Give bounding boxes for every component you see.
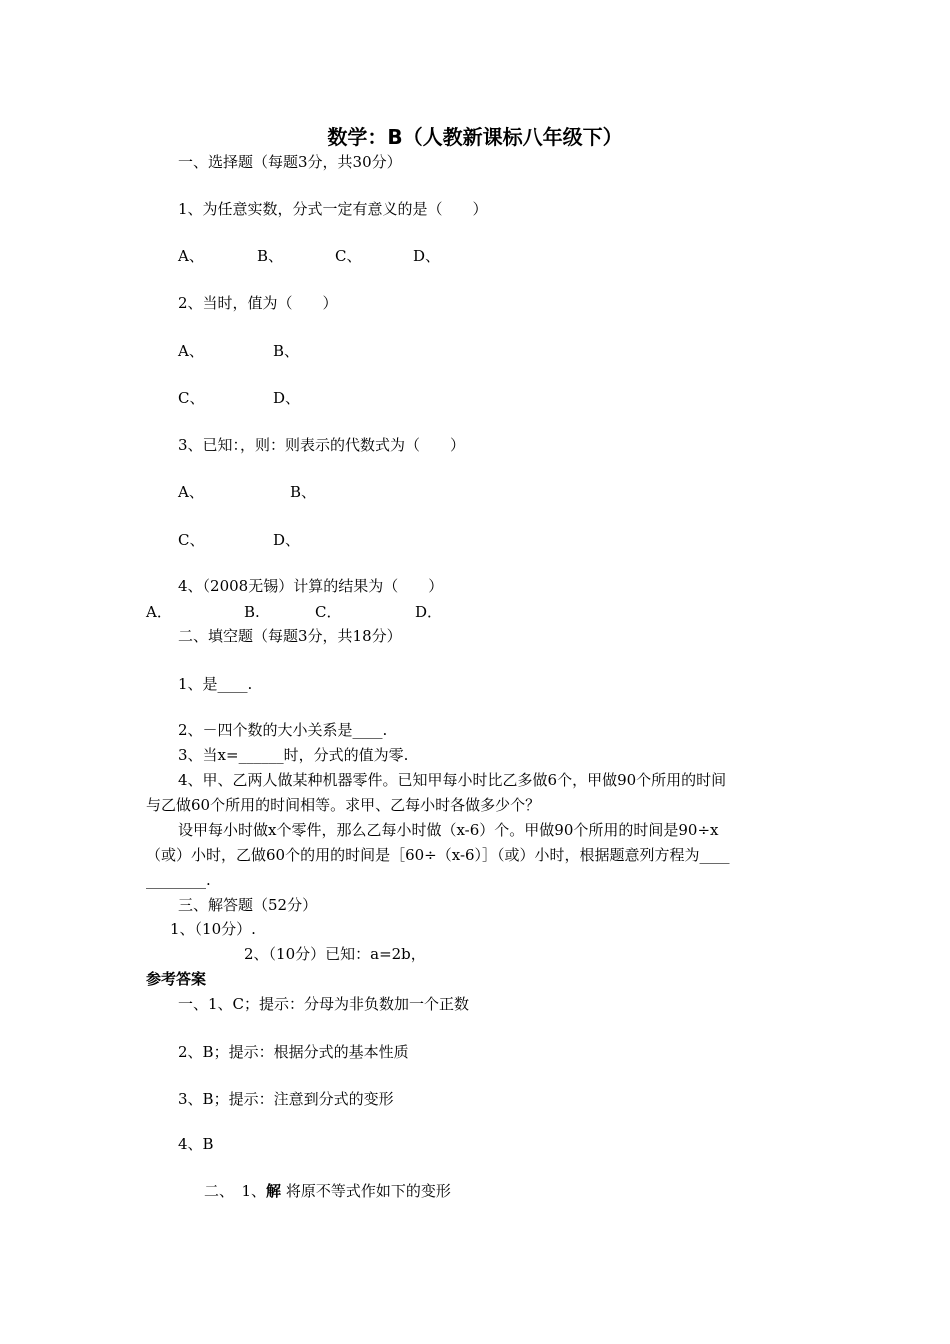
solve-q1: 1、（10分）. [170, 920, 256, 938]
answers-heading: 参考答案 [146, 970, 207, 988]
answer-5-text: 将原不等式作如下的变形 [281, 1182, 451, 1200]
fill-q4-line3: 设甲每小时做x个零件，那么乙每小时做（x-6）个。甲做90个所用的时间是90÷x [178, 821, 719, 839]
q2-option-d: D、 [273, 389, 301, 407]
q1-option-a: A、 [178, 247, 204, 265]
q2-option-b: B、 [273, 342, 300, 360]
q1-text: 1、为任意实数，分式一定有意义的是（ ） [178, 200, 488, 218]
fill-q4-line2: 与乙做60个所用的时间相等。求甲、乙每小时各做多少个？ [146, 796, 541, 814]
q2-option-a: A、 [178, 342, 204, 360]
q2-text: 2、当时，值为（ ） [178, 294, 338, 312]
q4-option-a: A． [146, 603, 172, 621]
fill-q3: 3、当x=______时，分式的值为零. [178, 746, 409, 764]
q1-option-d: D、 [413, 247, 441, 265]
fill-q1: 1、是____. [178, 675, 253, 693]
fill-q4-line5: ________. [146, 871, 211, 889]
section2-heading: 二、填空题（每题3分，共18分） [178, 627, 402, 645]
q3-option-a: A、 [178, 483, 204, 501]
q4-option-c: C． [315, 603, 342, 621]
q4-option-b: B. [244, 603, 260, 621]
q3-option-d: D、 [273, 531, 301, 549]
q4-text: 4、（2008无锡）计算的结果为（ ） [178, 577, 444, 595]
q4-option-d: D． [415, 603, 443, 621]
answer-5 [204, 1181, 451, 1201]
q3-option-b: B、 [290, 483, 317, 501]
answer-3: 3、B；提示：注意到分式的变形 [178, 1090, 394, 1108]
answer-1: 一、1、C；提示：分母为非负数加一个正数 [178, 995, 470, 1013]
section1-heading: 一、选择题（每题3分，共30分） [178, 153, 402, 171]
fill-q4-line4: （或）小时，乙做60个的用的时间是［60÷（x-6）］（或）小时，根据题意列方程为____ [146, 846, 730, 864]
document-title: 数学：B（人教新课标八年级下） [327, 125, 623, 149]
answer-4: 4、B [178, 1135, 214, 1153]
q2-option-c: C、 [178, 389, 205, 407]
section3-heading: 三、解答题（52分） [178, 896, 318, 914]
q3-text: 3、已知：，则：则表示的代数式为（ ） [178, 436, 466, 454]
solve-q2: 2、（10分）已知：a=2b， [244, 945, 426, 963]
answer-2: 2、B；提示：根据分式的基本性质 [178, 1043, 409, 1061]
fill-q4-line1: 4、甲、乙两人做某种机器零件。已知甲每小时比乙多做6个，甲做90个所用的时间 [178, 771, 727, 789]
q1-option-c: C、 [335, 247, 362, 265]
answer-5-solution-label: 解 [266, 1182, 282, 1200]
q1-option-b: B、 [257, 247, 284, 265]
answer-5-prefix: 二、 1、 [204, 1182, 267, 1200]
q3-option-c: C、 [178, 531, 205, 549]
fill-q2: 2、－四个数的大小关系是____. [178, 721, 388, 739]
